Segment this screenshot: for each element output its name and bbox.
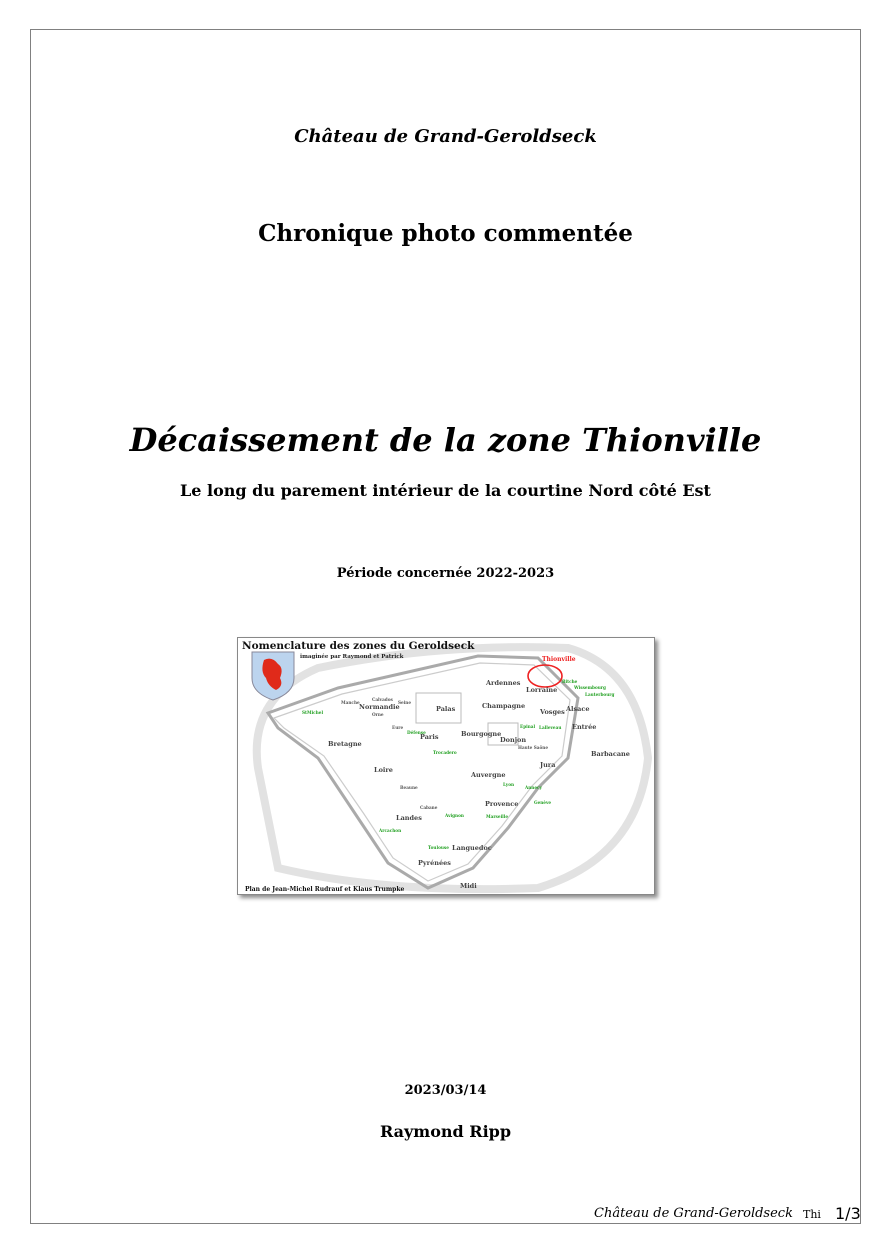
- map-label-small: Calvados: [372, 697, 393, 702]
- map-label-small: Seine: [398, 700, 411, 705]
- map-label-zone: Champagne: [482, 702, 526, 710]
- map-label-small: Cabane: [420, 805, 438, 810]
- map-label-zone: Loire: [374, 766, 393, 774]
- document-subtitle: Chronique photo commentée: [258, 220, 633, 247]
- map-label-small: Haute Saône: [518, 745, 549, 750]
- map-label-small: Beaune: [400, 785, 418, 790]
- map-label-small: Eure: [392, 725, 404, 730]
- map-label-subzone: Arcachon: [379, 828, 402, 833]
- map-label-zone: Lorraine: [526, 686, 558, 694]
- description: Le long du parement intérieur de la courtine Nord côté Est: [180, 481, 711, 500]
- footer-site: Château de Grand-Geroldseck: [594, 1206, 793, 1221]
- map-label-subzone: Lauterbourg: [585, 692, 615, 697]
- map-label-subzone: Lyon: [503, 782, 515, 787]
- page-frame: [30, 29, 861, 1224]
- page-title: Décaissement de la zone Thionville: [129, 421, 762, 459]
- map-label-small: Orne: [372, 712, 384, 717]
- map-label-subzone: Bitche: [562, 679, 578, 684]
- map-label-zone: Bretagne: [328, 740, 362, 748]
- map-label-zone: Normandie: [359, 703, 400, 711]
- map-label-zone: Midi: [460, 882, 477, 890]
- map-label-small: Manche: [341, 700, 360, 705]
- map-label-zone: Pyrénées: [418, 859, 451, 867]
- map-label-zone: Languedoc: [452, 844, 492, 852]
- map-label-subzone: Marseille: [486, 814, 509, 819]
- map-label-zone: Alsace: [566, 705, 590, 713]
- map-label-highlight: Thionville: [542, 656, 576, 663]
- map-label-subzone: StMichel: [302, 710, 324, 715]
- page-number: 1/3: [835, 1204, 861, 1223]
- map-label-subzone: Genève: [534, 800, 552, 805]
- map-label-zone: Paris: [420, 733, 439, 741]
- map-label-zone: Provence: [485, 800, 519, 808]
- map-subtitle: imaginée par Raymond et Patrick: [300, 654, 404, 660]
- author: Raymond Ripp: [379, 1122, 512, 1141]
- map-label-zone: Donjon: [500, 736, 527, 744]
- map-label-zone: Palas: [436, 705, 456, 713]
- map-credit: Plan de Jean-Michel Rudrauf et Klaus Trumpke: [245, 886, 405, 893]
- map-label-subzone: Lalleveau: [539, 725, 562, 730]
- map-label-zone: Vosges: [540, 708, 565, 716]
- map-label-subzone: Toulouse: [428, 845, 449, 850]
- site-title: Château de Grand-Geroldseck: [294, 126, 597, 147]
- map-label-zone: Ardennes: [486, 679, 521, 687]
- map-label-subzone: Défense: [407, 730, 426, 735]
- map-label-subzone: Avignon: [445, 813, 464, 818]
- date: 2023/03/14: [404, 1083, 487, 1098]
- footer-short: Thi: [803, 1208, 821, 1221]
- map-title: Nomenclature des zones du Geroldseck: [242, 640, 475, 652]
- map-label-subzone: Epinal: [520, 724, 536, 729]
- map-label-subzone: Trocadero: [433, 750, 457, 755]
- map-label-zone: Landes: [396, 814, 422, 822]
- zone-map-image: [237, 637, 655, 895]
- period: Période concernée 2022-2023: [336, 566, 555, 581]
- map-label-subzone: Annecy: [525, 785, 542, 790]
- coat-of-arms-icon: [252, 652, 294, 700]
- map-label-zone: Jura: [540, 761, 556, 769]
- map-label-zone: Bourgogne: [461, 730, 502, 738]
- map-label-zone: Entrée: [572, 723, 597, 731]
- map-label-zone: Barbacane: [591, 750, 630, 758]
- map-label-zone: Auvergne: [471, 771, 506, 779]
- map-label-subzone: Wissembourg: [574, 685, 606, 690]
